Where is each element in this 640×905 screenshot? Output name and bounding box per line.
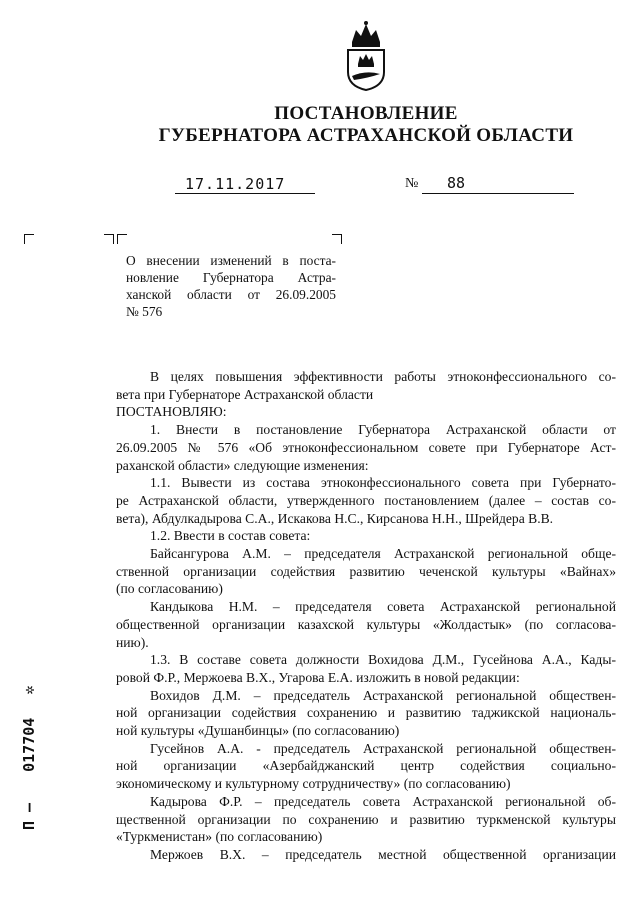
subject-line: О внесении изменений в поста-	[126, 253, 336, 268]
subject-line: новление Губернатора Астра-	[126, 270, 336, 285]
body-line: Гусейнов А.А. - председатель Астраханской региональной обществен-	[150, 740, 616, 756]
document-title-line-2: ГУБЕРНАТОРА АСТРАХАНСКОЙ ОБЛАСТИ	[158, 125, 574, 146]
body-line: Вохидов Д.М. – председатель Астраханской региональной обществен-	[150, 687, 616, 703]
document-body	[116, 368, 616, 864]
body-line: щественной организации по сохранению и развитию туркменской культуры	[116, 811, 616, 827]
subject-line: ханской области от 26.09.2005	[126, 287, 336, 302]
corner-mark-subject-left-b	[117, 234, 127, 244]
corner-mark-subject-right	[332, 234, 342, 244]
body-line: 1.1. Вывести из состава этноконфессионального совета при Губернато-	[150, 475, 616, 491]
body-line: 26.09.2005 № 576 «Об этноконфессиональном совете при Губернаторе Аст-	[116, 439, 616, 455]
body-line: ной организации «Азербайджанский центр содействия социально-	[116, 758, 616, 774]
body-line: Кандыкова Н.М. – председателя совета Астраханской региональной	[150, 599, 616, 615]
body-line: «Туркменистан» (по согласованию)	[116, 829, 323, 845]
document-title-line-1: ПОСТАНОВЛЕНИЕ	[274, 103, 458, 124]
body-line: раханской области» следующие изменения:	[116, 457, 369, 473]
body-line: ной культуры «Душанбинцы» (по согласованию)	[116, 723, 400, 739]
serial-number: 017704	[20, 717, 38, 772]
body-line: общественной организации казахской культуры «Жолдастык» (по согласова-	[116, 616, 616, 632]
corner-mark-left	[24, 234, 34, 244]
body-line: Байсангурова А.М. – председателя Астраханской региональной обще-	[150, 546, 616, 562]
body-line: ной организации содействия сохранению и развитию таджикской националь-	[116, 705, 616, 721]
document-date: 17.11.2017	[185, 175, 286, 193]
subject-line: № 576	[126, 304, 163, 319]
body-line: 1.3. В составе совета должности Вохидова Д.М., Гусейнова А.А., Кады-	[150, 652, 616, 668]
number-sign: №	[405, 176, 419, 191]
date-underline	[175, 193, 315, 194]
body-line: вета при Губернаторе Астраханской области	[116, 386, 374, 402]
form-serial-stamp	[20, 680, 50, 850]
body-line: Кадырова Ф.Р. – председатель совета Астраханской региональной об-	[150, 793, 616, 809]
corner-mark-subject-left-a	[104, 234, 114, 244]
body-line: ПОСТАНОВЛЯЮ:	[116, 404, 227, 420]
body-line: Мержоев В.Х. – председатель местной общественной организации	[150, 846, 616, 862]
body-line: вета), Абдулкадырова С.А., Искакова Н.С., Кирсанова Н.Н., Шрейдера В.В.	[116, 510, 554, 526]
number-underline	[422, 193, 574, 194]
body-line: В целях повышения эффективности работы этноконфессионального со-	[150, 369, 616, 384]
body-line: нию).	[116, 634, 149, 650]
body-line: 1.2. Ввести в состав совета:	[150, 528, 311, 544]
body-line: ре Астраханской области, утвержденного постановлением (далее – состав со-	[116, 492, 616, 508]
body-line: ровой Ф.Р., Мержоева В.Х., Угарова Е.А. изложить в новой редакции:	[116, 669, 520, 685]
document-subject	[126, 252, 336, 320]
body-line: (по согласованию)	[116, 581, 223, 597]
astrakhan-coat-of-arms-icon	[344, 20, 388, 92]
body-line: экономическому и культурному сотрудничеству» (по согласованию)	[116, 776, 511, 792]
serial-series: П –	[20, 802, 38, 830]
body-line: 1. Внести в постановление Губернатора Астраханской области от	[150, 422, 616, 438]
document-number: 88	[447, 174, 466, 192]
body-line: ственной организации содействия развитию чеченской культуры «Вайнах»	[116, 563, 616, 579]
rosette-icon: ✲	[20, 685, 38, 695]
